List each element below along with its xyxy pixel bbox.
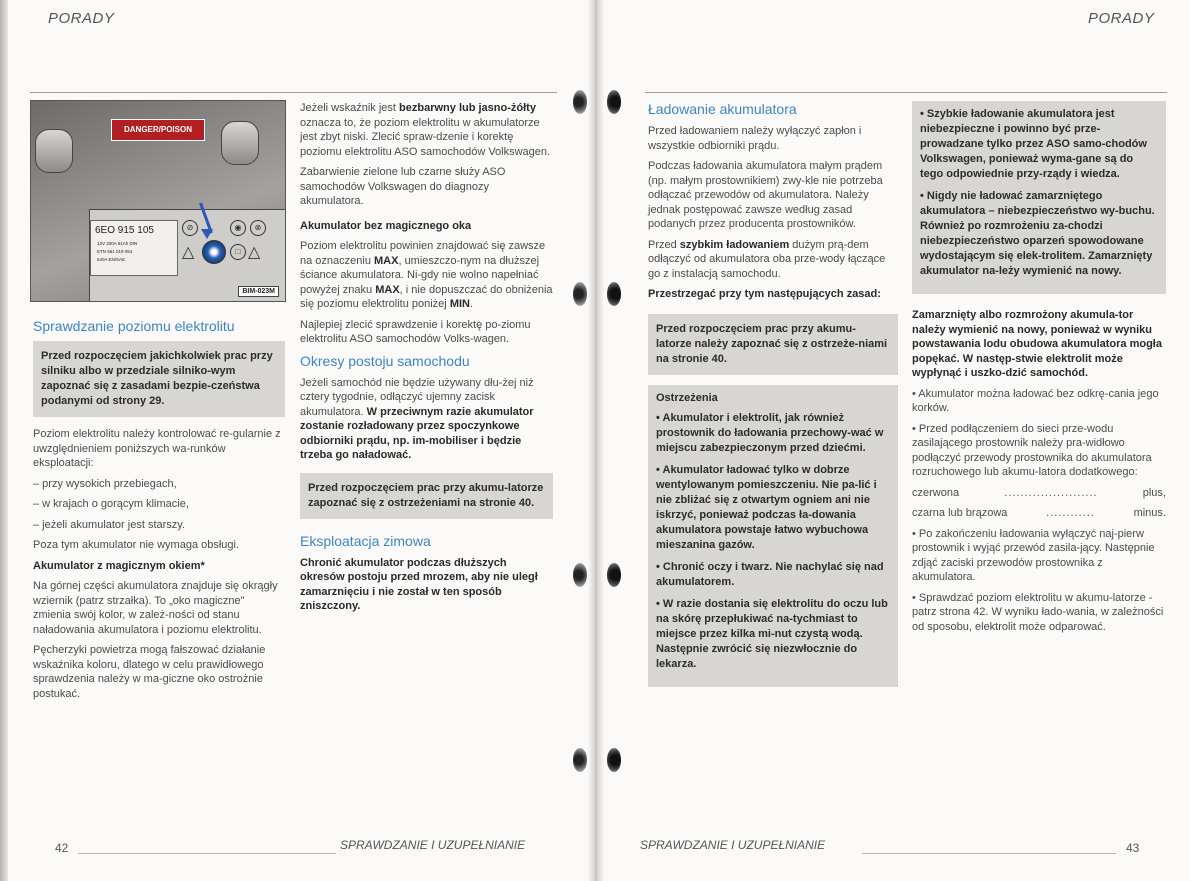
binder-ring-icon [573,563,587,587]
page-number-left: 42 [55,841,69,855]
section-title-charging: Ładowanie akumulatora [648,101,797,117]
warning-item: • W razie dostania się elektrolitu do oczu lub na skórę przepłukiwać na-tychmiast to miejsce przez kilka mi-nut czystą wodą. Następnie zwrócić się niezwłocznie do lekarza. [656,598,888,670]
binder-edge [0,0,8,881]
warnings-box-continued [912,101,1166,294]
left-column-1 [33,318,285,707]
right-column-2 [912,101,1166,640]
book-gutter [588,0,604,881]
subheading-no-magic-eye: Akumulator bez magicznego oka [300,219,472,232]
bullet-item: • Sprawdzać poziom elektrolitu w akumu-latorze - patrz strona 42. W wyniku łado-wania, w zależności od sposobu, elektrolit może odparować. [912,591,1164,633]
paragraph: Najlepiej zlecić sprawdzenie i korektę po-ziomu elektrolitu ASO samochodów Volks-wagen. [300,318,531,345]
warning-item: • Akumulator ładować tylko w dobrze wentylowanym pomieszczeniu. Nie pa-lić i nie zbliżać się z otwartym ogniem ani nie iskrzyć, ponieważ podczas ła-dowania akumulatora powstaje łatwo wybuchowa mieszanina gazów. [656,464,877,551]
paragraph: Poziom elektrolitu należy kontrolować re-gularnie z uwzględnieniem poniższych wa-runków eksploatacji: [33,428,281,469]
paragraph: Jeżeli wskaźnik jest bezbarwny lub jasno-żółty oznacza to, że poziom elektrolitu w akumulatorze jest zbyt niski. Zlecić spraw-dzenie i korektę poziomu elektrolitu ASO samochodów Volkswagen. [300,102,551,158]
page-number-right: 43 [1126,841,1140,855]
safety-note-box: Przed rozpoczęciem prac przy akumu-latorze należy zapoznać się z ostrzeże-niami na stronie 40. [648,314,898,375]
warnings-title: Ostrzeżenia [656,391,718,404]
cable-red-row: czerwona ....................... plus, [912,486,1166,499]
list-item: – w krajach o gorącym klimacie, [33,498,189,510]
header-rule-right [645,92,1167,93]
safety-note-box: Przed rozpoczęciem prac przy akumu-latorze zapoznać się z ostrzeżeniami na stronie 40. [300,473,553,519]
binder-ring-icon [607,90,621,114]
paragraph: Przed ładowaniem należy wyłączyć zapłon i wszystkie odbiorniki prądu. [648,125,862,152]
paragraph: Chronić akumulator podczas dłuższych okresów postoju przed mrozem, aby nie uległ zamarznięciu i nie został w ten sposób zniszczony. [300,556,538,612]
list-item: – jeżeli akumulator jest starszy. [33,518,186,531]
battery-code: 6EO 915 105 [95,225,154,236]
warning-item: • Nigdy nie ładować zamarzniętego akumulatora – niebezpieczeństwo wy-buchu. Również po rozmrożeniu za-chodzi niebezpieczeństwo oparzeń spowodowane wydostającym się elek-trolitem. Zamarznięty akumulator na-leży wymienić na nowy. [920,190,1155,277]
paragraph: Na górnej części akumulatora znajduje się okrągły wziernik (patrz strzałka). To „oko magiczne" zmienia swój kolor, w zależ-ności od stanu naładowania akumulatora i poziomu elektrolitu. [33,580,278,636]
footer-rule-left [78,853,336,854]
battery-spec-1: 12V 330A 61Ah DIN [97,241,138,246]
battery-post [35,129,73,173]
binder-ring-icon [607,282,621,306]
bullet-item: • Przed podłączeniem do sieci prze-wodu zasilającego prostownik należy pra-widłowo podłączyć przewody prostownika do akumulatora rozruchowego lub akumu-latora dodatkowego: [912,422,1152,478]
binder-ring-icon [607,563,621,587]
warning-triangle-icon: △ [182,244,195,261]
section-title-parking: Okresy postoju samochodu [300,352,470,369]
page-header-left: PORADY [48,10,115,27]
paragraph: Jeżeli samochód nie będzie używany dłu-żej niż cztery tygodnie, odłączyć ujemny zacisk akumulatora. W przeciwnym razie akumulator zostanie rozładowany przez spoczynkowe odbiorniki prądu, np. im-mobiliser i będzie trzeba go naładować. [300,376,534,461]
subheading-magic-eye: Akumulator z magicznym okiem* [33,559,205,572]
page-header-right: PORADY [1088,10,1155,27]
battery-label [90,220,178,276]
binder-ring-icon [607,748,621,772]
danger-label: DANGER/POISON [111,119,205,141]
binder-ring-icon [573,282,587,306]
paragraph: Przed szybkim ładowaniem dużym prą-dem odłączyć od akumulatora oba prze-wody łączące go z instalacją samochodu. [648,238,886,280]
header-rule-left [30,92,557,93]
no-children-icon: ⊗ [250,220,266,236]
battery-spec-2: ETN 561 019 054 [97,249,133,254]
footer-title-left: SPRAWDZANIE I UZUPEŁNIANIE [340,838,526,852]
binder-ring-icon [573,90,587,114]
bullet-item: • Akumulator można ładować bez odkrę-cania jego korków. [912,387,1159,414]
safety-note-box: Przed rozpoczęciem jakichkolwiek prac przy silniku albo w przedziale silniko-wym zapoznać się z zasadami bezpie-czeństwa podanymi od strony 29. [33,341,285,417]
paragraph: Przestrzegać przy tym następujących zasad: [648,288,881,300]
footer-rule-right [862,853,1116,854]
arrowhead-icon [201,229,213,239]
paragraph: Zabarwienie zielone lub czarne służy ASO samochodów Volkswagen do diagnozy akumulatora. [300,166,506,207]
battery-illustration [30,100,286,302]
list-item: – przy wysokich przebiegach, [33,477,177,490]
right-column-1 [648,101,898,687]
battery-post [221,121,259,165]
warning-item: • Szybkie ładowanie akumulatora jest niebezpieczne i powinno być prze-prowadzane tylko przez ASO samo-chodów Volkswagen, ponieważ wyma-gane są do tego odpowiednie przy-rządy i wiedza. [920,108,1147,180]
read-manual-icon: □ [230,244,246,260]
section-title-electrolyte: Sprawdzanie poziomu elektrolitu [33,318,235,334]
warning-item: • Chronić oczy i twarz. Nie nachylać się nad akumulatorem. [656,561,884,588]
magic-eye-indicator-icon [202,240,226,264]
figure-reference: BIM-023M [238,286,279,297]
bullet-item: • Po zakończeniu ładowania wyłączyć naj-pierw prostownik i wyjąć przewód zasila-jący. Następnie zdjąć zaciski przewodów prostownika z akumulatora. [912,527,1155,583]
paragraph: Zamarznięty albo rozmrożony akumula-tor należy wymienić na nowy, ponieważ w wyniku powstawania lodu obudowa akumulatora mogła popękać. W następ-stwie elektrolit może wypłynąć i uszko-dzić samochód. [912,309,1162,379]
section-title-winter: Eksploatacja zimowa [300,532,431,549]
no-fire-icon: ⊘ [182,220,198,236]
explosion-warning-icon: △ [248,244,261,261]
paragraph: Poza tym akumulator nie wymaga obsługi. [33,539,240,551]
paragraph: Pęcherzyki powietrza mogą fałszować działanie wskaźnika koloru, dlatego w celu prawidłowego sprawdzenia należy w ma-giczne oko ostrożnie postukać. [33,644,266,700]
battery-spec-3: 540A EN/SAE [97,257,126,262]
left-column-2 [300,101,553,620]
warning-item: • Akumulator i elektrolit, jak również prostownik do ładowania przechowy-wać w miejscu zabezpieczonym przed dziećmi. [656,412,884,454]
protect-eyes-icon: ◉ [230,220,246,236]
warnings-box [648,385,898,688]
binder-ring-icon [573,748,587,772]
footer-title-right: SPRAWDZANIE I UZUPEŁNIANIE [640,838,826,852]
paragraph: Poziom elektrolitu powinien znajdować się zawsze na oznaczeniu MAX, umieszczo-nym na dłuższej ściance akumulatora. Ni-gdy nie wolno napełniać powyżej znaku MAX, i nie dopuszczać do obniżenia się poziomu elektrolitu poniżej MIN. [300,240,553,310]
cable-brown-row: czarna lub brązowa ............ minus. [912,507,1166,519]
paragraph: Podczas ładowania akumulatora małym prądem (np. małym prostownikiem) zwy-kle nie potrzeba odłączać przewodów od akumulatora. Należy jednak postępować zawsze według zasad podanych przez producenta prostowników. [648,160,883,230]
